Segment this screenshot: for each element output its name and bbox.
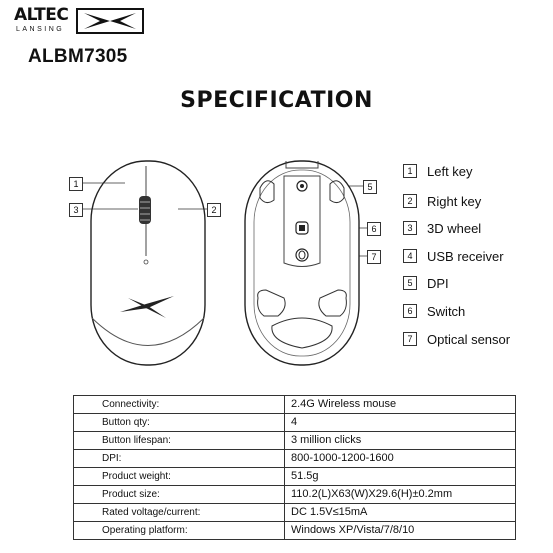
legend-item-left-key <box>403 162 473 180</box>
legend-number: 1 <box>403 164 417 178</box>
model-number: ALBM7305 <box>28 46 128 67</box>
spec-key: Connectivity: <box>74 396 285 414</box>
mouse-bottom-view <box>242 158 362 368</box>
callout-3d-wheel: 3 <box>69 203 83 217</box>
legend-item-optical-sensor <box>403 330 510 348</box>
brand-name: ALTEC <box>14 5 69 25</box>
legend-label: Left key <box>427 163 473 179</box>
spec-key: Operating platform: <box>74 522 285 540</box>
brand-subname: LANSING <box>16 26 65 33</box>
legend-item-usb-receiver <box>403 247 504 265</box>
legend-item-dpi <box>403 274 449 292</box>
table-row <box>74 486 516 504</box>
spec-table <box>73 395 516 540</box>
spec-key: DPI: <box>74 450 285 468</box>
spec-value: Windows XP/Vista/7/8/10 <box>285 522 516 540</box>
legend-number: 6 <box>403 304 417 318</box>
legend-label: 3D wheel <box>427 220 482 236</box>
legend-number: 3 <box>403 221 417 235</box>
legend-item-right-key <box>403 192 481 210</box>
spec-key: Product size: <box>74 486 285 504</box>
callout-optical-sensor: 7 <box>367 250 381 264</box>
spec-key: Button qty: <box>74 414 285 432</box>
table-row <box>74 504 516 522</box>
spec-key: Button lifespan: <box>74 432 285 450</box>
spec-key: Rated voltage/current: <box>74 504 285 522</box>
spec-value: 4 <box>285 414 516 432</box>
table-row <box>74 396 516 414</box>
legend-number: 7 <box>403 332 417 346</box>
table-row <box>74 414 516 432</box>
table-row <box>74 468 516 486</box>
spec-value: 51.5g <box>285 468 516 486</box>
spec-key: Product weight: <box>74 468 285 486</box>
table-row <box>74 450 516 468</box>
legend-number: 4 <box>403 249 417 263</box>
table-row <box>74 522 516 540</box>
spec-value: 800-1000-1200-1600 <box>285 450 516 468</box>
spec-value: 2.4G Wireless mouse <box>285 396 516 414</box>
spec-value: 3 million clicks <box>285 432 516 450</box>
legend-label: Right key <box>427 193 482 209</box>
spec-value: 110.2(L)X63(W)X29.6(H)±0.2mm <box>285 486 516 504</box>
callout-left-key: 1 <box>69 177 83 191</box>
legend-item-3d-wheel <box>403 219 481 237</box>
callout-switch: 6 <box>367 222 381 236</box>
callout-dpi: 5 <box>363 180 377 194</box>
table-row <box>74 432 516 450</box>
legend-label: Switch <box>427 303 466 319</box>
legend-number: 5 <box>403 276 417 290</box>
page-title: SPECIFICATION <box>180 88 373 113</box>
spec-value: DC 1.5V≤15mA <box>285 504 516 522</box>
callout-right-key: 2 <box>207 203 221 217</box>
legend-number: 2 <box>403 194 417 208</box>
legend-label: DPI <box>427 275 449 291</box>
legend-label: Optical sensor <box>427 331 511 347</box>
legend-label: USB receiver <box>427 248 504 264</box>
legend-item-switch <box>403 302 465 320</box>
